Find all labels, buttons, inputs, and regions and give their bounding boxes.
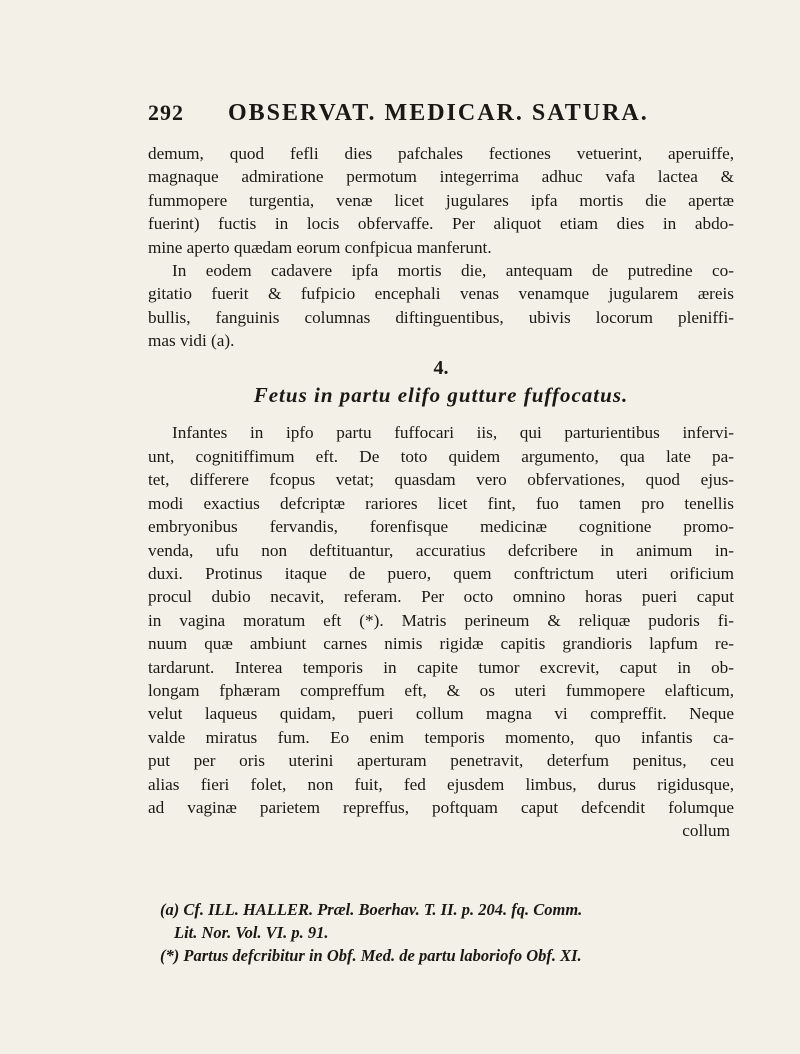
footnote-star: (*) Partus defcribitur in Obf. Med. de partu laboriofo Obf. XI. (160, 946, 582, 965)
text-line: tardarunt. Interea temporis in capite tumor excrevit, caput in ob- (148, 657, 734, 677)
text-line: gitatio fuerit & fufpicio encephali venas venamque jugularem æreis (148, 284, 734, 304)
text-line: put per oris uterini aperturam penetravit, deterfum penitus, ceu (148, 751, 734, 771)
page-header (148, 100, 710, 127)
paragraph-1 (148, 142, 734, 259)
text-line: mas vidi (a). (148, 331, 235, 351)
page-number: 292 (148, 100, 184, 125)
text-line: valde miratus fum. Eo enim temporis momento, quo infantis ca- (148, 727, 734, 747)
text-line: venda, ufu non deftituantur, accuratius defcribere in animum in- (148, 540, 734, 560)
text-line: tet, differere fcopus vetat; quasdam vero obfervationes, quod ejus- (148, 470, 734, 490)
text-line: duxi. Protinus itaque de puero, quem conftrictum uteri orificium (148, 563, 734, 583)
text-line: procul dubio necavit, referam. Per octo omnino horas pueri caput (148, 587, 734, 607)
text-line: demum, quod fefli dies pafchales fectiones vetuerint, aperuiffe, (148, 144, 734, 163)
text-line: mine aperto quædam eorum confpicua manferunt. (148, 237, 492, 257)
text-line: magnaque admiratione permotum integerrima adhuc vafa lactea & (148, 167, 734, 187)
text-line: Infantes in ipfo partu fuffocari iis, qui parturientibus infervi- (172, 423, 734, 443)
text-line: modi exactius defcriptæ rariores licet fint, fuo tamen pro tenellis (148, 493, 734, 513)
footnote-a: (a) Cf. ILL. HALLER. Præl. Boerhav. T. II. p. 204. fq. Comm. (160, 900, 583, 919)
text-line: bullis, fanguinis columnas diftinguentibus, ubivis locorum pleniffi- (148, 307, 734, 327)
paragraph-2 (148, 259, 734, 353)
footnote-a-continued: Lit. Nor. Vol. VI. p. 91. (174, 923, 329, 942)
text-line: velut laqueus quidam, pueri collum magna vi compreffit. Neque (148, 704, 734, 724)
running-head: OBSERVAT. MEDICAR. SATURA. (228, 100, 649, 126)
catchword: collum (682, 821, 730, 841)
text-line: unt, cognitiffimum eft. De toto quidem argumento, qua late pa- (148, 446, 734, 466)
text-line: longam fphæram compreffum eft, & os uteri fummopere elafticum, (148, 680, 734, 700)
text-line: alias fieri folet, non fuit, fed ejusdem limbus, durus rigidusque, (148, 774, 734, 794)
section-title: Fetus in partu elifo gutture fuffocatus. (253, 383, 629, 408)
text-line: in vagina moratum eft (*). Matris perineum & reliquæ pudoris fi- (148, 610, 734, 630)
section-number: 4. (433, 356, 449, 379)
text-line: fuerint) fuctis in locis obfervaffe. Per aliquot etiam dies in abdo- (148, 214, 734, 234)
footnotes (160, 898, 740, 967)
page-body (148, 142, 734, 843)
text-line: ad vaginæ parietem repreffus, poftquam caput defcendit folumque (148, 797, 734, 817)
text-line: In eodem cadavere ipfa mortis die, antequam de putredine co- (172, 261, 734, 281)
text-line: embryonibus fervandis, forenfisque medicinæ cognitione promo- (148, 517, 734, 537)
paragraph-3 (148, 421, 734, 819)
text-line: fummopere turgentia, venæ licet jugulares ipfa mortis die apertæ (148, 190, 734, 210)
text-line: nuum quæ ambiunt carnes nimis rigidæ capitis grandioris lapfum re- (148, 634, 734, 654)
